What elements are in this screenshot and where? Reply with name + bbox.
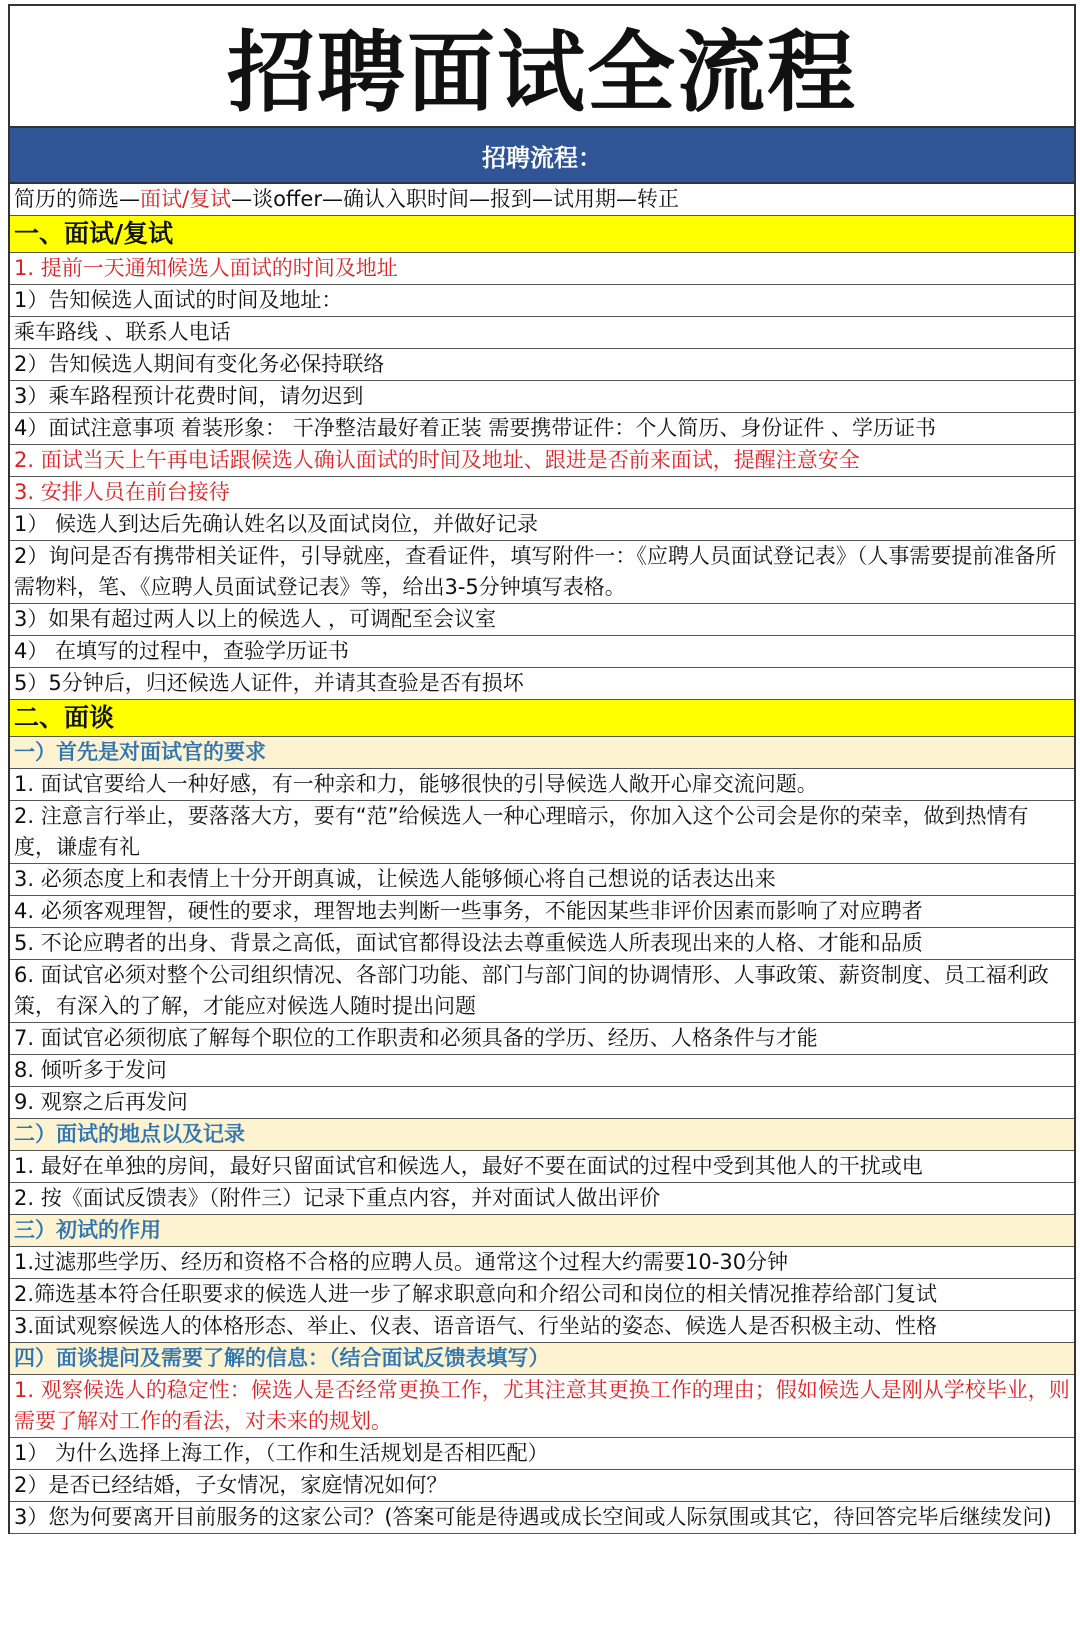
flow-banner: 招聘流程：	[10, 128, 1074, 184]
list-item: 3）乘车路程预计花费时间，请勿迟到	[10, 381, 1074, 413]
list-item: 3. 安排人员在前台接待	[10, 477, 1074, 509]
subsection-heading-3: 三）初试的作用	[10, 1215, 1074, 1247]
section-heading-2: 二、面谈	[10, 700, 1074, 737]
list-item: 2）是否已经结婚，子女情况，家庭情况如何？	[10, 1470, 1074, 1502]
list-item: 1） 为什么选择上海工作，（工作和生活规划是否相匹配）	[10, 1438, 1074, 1470]
list-item: 4） 在填写的过程中，查验学历证书	[10, 636, 1074, 668]
flow-row	[10, 184, 1074, 216]
list-item: 2.筛选基本符合任职要求的候选人进一步了解求职意向和介绍公司和岗位的相关情况推荐给部门复试	[10, 1279, 1074, 1311]
list-item: 2. 面试当天上午再电话跟候选人确认面试的时间及地址、跟进是否前来面试，提醒注意安全	[10, 445, 1074, 477]
list-item: 乘车路线 、联系人电话	[10, 317, 1074, 349]
list-item: 4. 必须客观理智，硬性的要求，理智地去判断一些事务，不能因某些非评价因素而影响了对应聘者	[10, 896, 1074, 928]
list-item: 3）您为何要离开目前服务的这家公司？(答案可能是待遇或成长空间或人际氛围或其它，待回答完毕后继续发问)	[10, 1502, 1074, 1534]
list-item: 3. 必须态度上和表情上十分开朗真诚，让候选人能够倾心将自己想说的话表达出来	[10, 864, 1074, 896]
list-item: 1. 提前一天通知候选人面试的时间及地址	[10, 253, 1074, 285]
list-item: 1.过滤那些学历、经历和资格不合格的应聘人员。通常这个过程大约需要10-30分钟	[10, 1247, 1074, 1279]
list-item: 2. 注意言行举止，要落落大方，要有“范”给候选人一种心理暗示，你加入这个公司会是你的荣幸，做到热情有度，谦虚有礼	[10, 801, 1074, 864]
flow-part-c: —谈offer—确认入职时间—报到—试用期—转正	[231, 187, 679, 211]
recruitment-sheet	[8, 4, 1076, 1534]
subsection-heading-4: 四）面谈提问及需要了解的信息：（结合面试反馈表填写）	[10, 1343, 1074, 1375]
list-item: 1. 观察候选人的稳定性：候选人是否经常更换工作，尤其注意其更换工作的理由；假如候选人是刚从学校毕业，则需要了解对工作的看法，对未来的规划。	[10, 1375, 1074, 1438]
list-item: 4）面试注意事项 着装形象： 干净整洁最好着正装 需要携带证件：个人简历、身份证件 、学历证书	[10, 413, 1074, 445]
flow-part-b: 面试/复试	[140, 187, 232, 211]
list-item: 1. 最好在单独的房间，最好只留面试官和候选人，最好不要在面试的过程中受到其他人的干扰或电	[10, 1151, 1074, 1183]
list-item: 1）告知候选人面试的时间及地址：	[10, 285, 1074, 317]
list-item: 1） 候选人到达后先确认姓名以及面试岗位，并做好记录	[10, 509, 1074, 541]
list-item: 8. 倾听多于发问	[10, 1055, 1074, 1087]
list-item: 2）询问是否有携带相关证件，引导就座，查看证件，填写附件一：《应聘人员面试登记表》（人事需要提前准备所需物料，笔、《应聘人员面试登记表》等，给出3-5分钟填写表格。	[10, 541, 1074, 604]
list-item: 3.面试观察候选人的体格形态、举止、仪表、语音语气、行坐站的姿态、候选人是否积极主动、性格	[10, 1311, 1074, 1343]
list-item: 6. 面试官必须对整个公司组织情况、各部门功能、部门与部门间的协调情形、人事政策、薪资制度、员工福利政策，有深入的了解，才能应对候选人随时提出问题	[10, 960, 1074, 1023]
list-item: 9. 观察之后再发问	[10, 1087, 1074, 1119]
list-item: 2）告知候选人期间有变化务必保持联络	[10, 349, 1074, 381]
flow-part-a: 简历的筛选—	[14, 187, 140, 211]
list-item: 1. 面试官要给人一种好感，有一种亲和力，能够很快的引导候选人敞开心扉交流问题。	[10, 769, 1074, 801]
list-item: 5）5分钟后，归还候选人证件，并请其查验是否有损坏	[10, 668, 1074, 700]
subsection-heading-1: 一）首先是对面试官的要求	[10, 737, 1074, 769]
list-item: 5. 不论应聘者的出身、背景之高低，面试官都得设法去尊重候选人所表现出来的人格、才能和品质	[10, 928, 1074, 960]
section-heading-1: 一、面试/复试	[10, 216, 1074, 253]
list-item: 3）如果有超过两人以上的候选人 ，可调配至会议室	[10, 604, 1074, 636]
list-item: 2. 按《面试反馈表》（附件三）记录下重点内容，并对面试人做出评价	[10, 1183, 1074, 1215]
list-item: 7. 面试官必须彻底了解每个职位的工作职责和必须具备的学历、经历、人格条件与才能	[10, 1023, 1074, 1055]
subsection-heading-2: 二）面试的地点以及记录	[10, 1119, 1074, 1151]
page-title: 招聘面试全流程	[10, 6, 1074, 128]
